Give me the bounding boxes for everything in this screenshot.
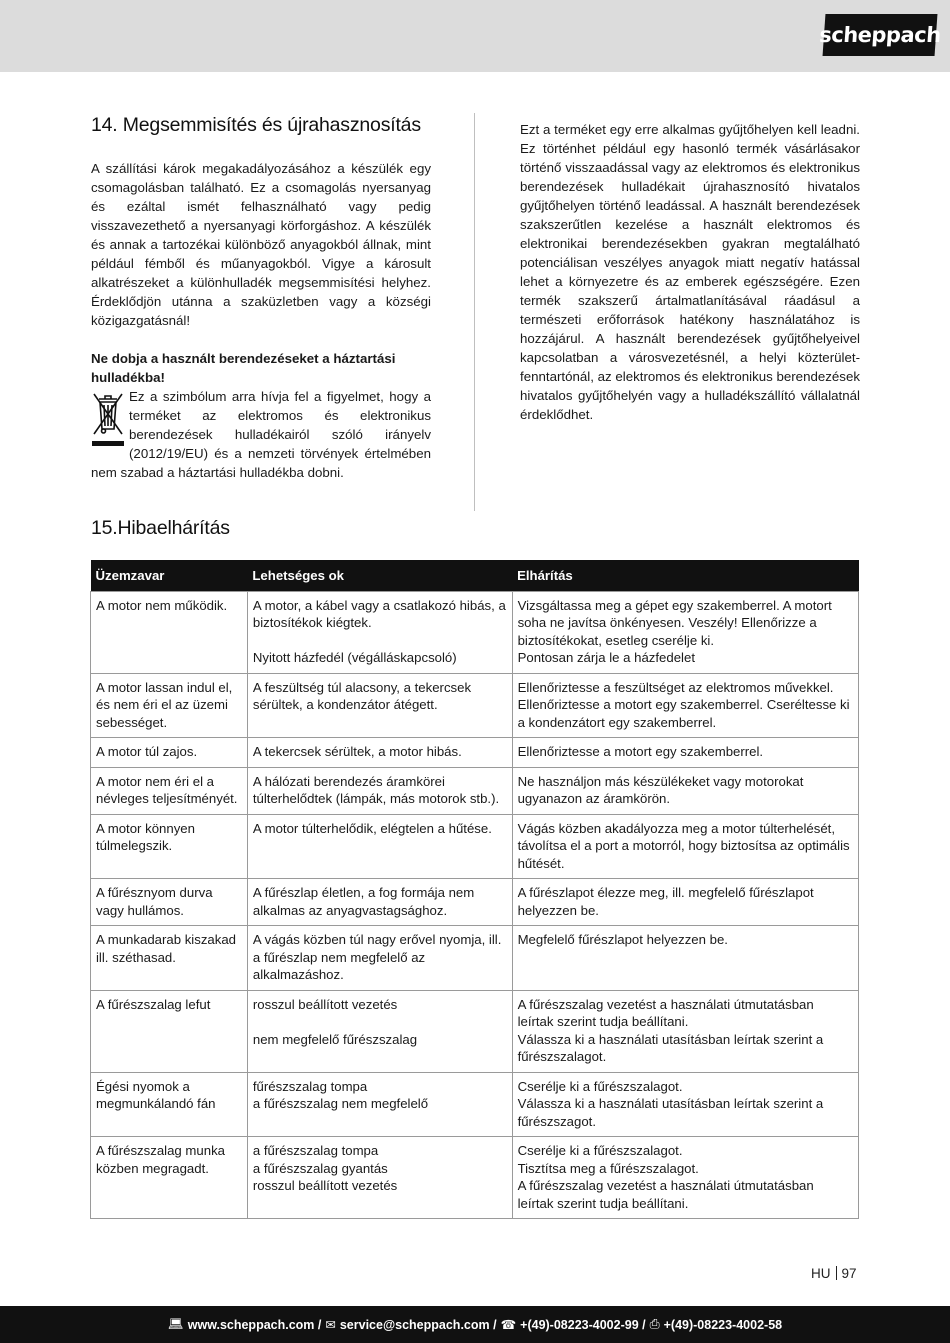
remedy-cell xyxy=(512,1072,858,1137)
remedy-cell xyxy=(512,814,858,879)
cell-line: A motor lassan indul el, és nem éri el az üzemi sebességet. xyxy=(96,679,233,730)
cell-line: A fűrészlapot élezze meg, ill. megfelelő fűrészlapot helyezzen be. xyxy=(517,885,814,918)
cell-line: A motor könnyen túlmelegszik. xyxy=(96,820,195,853)
fault-cell xyxy=(91,591,248,673)
cell-line: A fűrészszalag munka közben megragadt. xyxy=(96,1143,226,1176)
header-remedy: Elhárítás xyxy=(512,560,858,591)
cause-cell xyxy=(247,879,512,926)
cell-line: A fűrészszalag vezetést a használati útmutatásban leírtak szerint tudja beállítani. xyxy=(517,1178,814,1211)
cause-cell xyxy=(247,814,512,879)
fault-cell xyxy=(91,738,248,768)
table-row xyxy=(91,879,859,926)
header-cause: Lehetséges ok xyxy=(247,560,512,591)
table-row xyxy=(91,1137,859,1219)
footer-bar xyxy=(0,1306,950,1343)
table-row xyxy=(91,673,859,738)
section-title: Megsemmisítés és újrahasznosítás xyxy=(122,114,421,136)
cell-line: A fűrészszalag vezetést a használati útmutatásban leírtak szerint tudja beállítani. xyxy=(517,996,814,1029)
column-divider xyxy=(474,113,475,511)
cause-cell xyxy=(247,1137,512,1219)
cause-cell xyxy=(247,767,512,814)
cell-line: A tekercsek sérültek, a motor hibás. xyxy=(252,744,462,759)
remedy-cell xyxy=(512,926,858,991)
cell-line: a fűrészszalag tompa xyxy=(252,1143,379,1158)
table-row xyxy=(91,926,859,991)
cause-cell xyxy=(247,738,512,768)
cell-line: Égési nyomok a megmunkálandó fán xyxy=(96,1078,216,1111)
fault-cell xyxy=(91,990,248,1072)
cell-line: A fűrészlap életlen, a fog formája nem alkalmas az anyagvastagsághoz. xyxy=(252,885,475,918)
table-row xyxy=(91,591,859,673)
cell-line: Vágás közben akadályozza meg a motor túlterhelését, távolítsa el a port a motorról, hogy biztosítsa az optimális hűtését. xyxy=(517,820,850,871)
cell-line: A hálózati berendezés áramkörei túlterhelődtek (lámpák, más motorok stb.). xyxy=(252,773,500,806)
fault-cell xyxy=(91,767,248,814)
fault-cell xyxy=(91,926,248,991)
cell-line: A motor nem működik. xyxy=(96,597,228,613)
crossed-out-bin-icon xyxy=(91,389,125,451)
cell-line: a fűrészszalag gyantás xyxy=(252,1160,388,1176)
cell-line: Ellenőriztesse a motort egy szakemberrel. xyxy=(517,744,764,759)
remedy-cell xyxy=(512,673,858,738)
table-row xyxy=(91,1072,859,1137)
fault-cell xyxy=(91,1072,248,1137)
page-language: HU xyxy=(811,1266,831,1281)
scheppach-logo: scheppach xyxy=(823,14,938,56)
cause-cell xyxy=(247,591,512,673)
cell-line: Válassza ki a használati utasításban leírtak szerint a fűrészszalagot. xyxy=(517,1031,824,1064)
fault-cell xyxy=(91,1137,248,1219)
table-row xyxy=(91,814,859,879)
footer-email[interactable]: service@scheppach.com / xyxy=(339,1317,497,1332)
cell-line xyxy=(253,632,507,650)
mail-icon: ✉︎ xyxy=(325,1318,336,1332)
cause-cell xyxy=(247,673,512,738)
cell-line: Ne használjon más készülékeket vagy motorokat ugyanazon az áramkörön. xyxy=(517,773,804,806)
cell-line: Megfelelő fűrészlapot helyezzen be. xyxy=(517,932,728,947)
remedy-cell xyxy=(512,738,858,768)
cell-line: A motor, a kábel vagy a csatlakozó hibás, a biztosítékok kiégtek. xyxy=(252,597,506,630)
cell-line: Pontosan zárja le a házfedelet xyxy=(517,650,695,665)
footer-website[interactable]: www.scheppach.com / xyxy=(187,1317,322,1332)
cell-line: Nyitott házfedél (végálláskapcsoló) xyxy=(252,650,457,665)
cell-line: rosszul beállított vezetés xyxy=(252,996,398,1012)
table-row xyxy=(91,767,859,814)
page-number-value: 97 xyxy=(841,1266,857,1281)
cell-line: A munkadarab kiszakad ill. széthasad. xyxy=(96,932,237,965)
remedy-cell xyxy=(512,591,858,673)
cause-cell xyxy=(247,1072,512,1137)
cell-line: Ellenőriztesse a feszültséget az elektromos művekkel. Ellenőriztesse a motort egy szakemberrel. Cseréltesse ki a kondenzátort egy szakemberrel. xyxy=(517,679,850,730)
section-number: 14. xyxy=(91,114,118,136)
computer-icon: 💻︎ xyxy=(167,1317,184,1331)
cell-line: A motor túl zajos. xyxy=(96,744,198,759)
cell-line: Cserélje ki a fűrészszalagot. xyxy=(517,1143,683,1158)
table-row xyxy=(91,990,859,1072)
cell-line: fűrészszalag tompa xyxy=(252,1078,368,1094)
cell-line: rosszul beállított vezetés xyxy=(252,1178,398,1193)
fault-cell xyxy=(91,673,248,738)
footer-fax: +(49)-08223-4002-58 xyxy=(663,1317,783,1332)
cell-line: A fűrészszalag lefut xyxy=(96,996,211,1012)
fault-cell xyxy=(91,879,248,926)
cell-line: A motor nem éri el a névleges teljesítményét. xyxy=(96,773,238,806)
table-header-row xyxy=(91,560,859,591)
remedy-cell xyxy=(512,879,858,926)
section-number: 15. xyxy=(91,517,118,539)
weee-notice xyxy=(91,387,431,482)
cell-line: A feszültség túl alacsony, a tekercsek sérültek, a kondenzátor átégett. xyxy=(252,679,472,712)
fault-cell xyxy=(91,814,248,879)
cell-line: Cserélje ki a fűrészszalagot. xyxy=(517,1078,683,1094)
phone-icon: ☎︎ xyxy=(500,1318,517,1332)
cell-line: A fűrésznyom durva vagy hullámos. xyxy=(96,885,213,918)
cell-line xyxy=(253,1013,507,1031)
section-14-left-column xyxy=(91,114,431,482)
cause-cell xyxy=(247,990,512,1072)
cell-line: Tisztítsa meg a fűrészszalagot. xyxy=(517,1160,699,1176)
weee-directive-text: Ez a szimbólum arra hívja fel a figyelmet, hogy a terméket az elektromos és elektronikus berendezések hulladékairól szóló irányelv (2012/19/EU) és a nemzeti törvények értelmében nem szabad a háztartási hulladékba dobni. xyxy=(91,389,431,480)
cell-line: Válassza ki a használati utasításban leírtak szerint a fűrészszagot. xyxy=(517,1096,824,1129)
cell-line: nem megfelelő fűrészszalag xyxy=(252,1031,418,1047)
troubleshooting-table xyxy=(90,560,859,1219)
cell-line: Vizsgáltassa meg a gépet egy szakemberrel. A motort soha ne javítsa önkényesen. Veszély! Ellenőrizze a biztosítékokat, esetleg cserélje ki. xyxy=(517,597,832,648)
cell-line: A motor túlterhelődik, elégtelen a hűtése. xyxy=(252,820,492,836)
section-14-heading xyxy=(91,114,431,137)
page-number xyxy=(811,1266,857,1281)
table-body xyxy=(91,591,859,1219)
remedy-cell xyxy=(512,990,858,1072)
remedy-cell xyxy=(512,767,858,814)
cause-cell xyxy=(247,926,512,991)
fax-icon: ⎙ xyxy=(649,1317,660,1331)
remedy-cell xyxy=(512,1137,858,1219)
section-14-right-column xyxy=(520,120,860,424)
cell-line: a fűrészszalag nem megfelelő xyxy=(252,1096,429,1111)
collection-point-paragraph: Ezt a terméket egy erre alkalmas gyűjtőhelyen kell leadni. Ez történhet például egy hasonló termék vásárlásakor történő visszaadással vagy az elektromos és elektronikus berendezések hulladékait újrahasznosító hivatalos gyűjtőhelyen történő leadással. A használt berendezések szakszerűtlen kezelése a használt elektromos és elektronikai berendezésekben gyakran megtalálható potenciálisan veszélyes anyagok miatt negatív hatással lehet a környezetre és az emberek egészségére. Ezen termék szakszerű ártalmatlanításával ráadásul a természeti erőforrások hatékony használatához is hozzájárul. A használt berendezések gyűjtőhelyeivel kapcsolatban a városvezetésnél, a helyi közterület-fenntartónál, az elektromos és elektronikus berendezések hivatalos gyűjtőhelyén vagy a hulladékszállító vállalatnál érdeklődhet. xyxy=(520,122,860,422)
header-bar xyxy=(0,0,950,72)
header-fault: Üzemzavar xyxy=(91,560,248,591)
table-row xyxy=(91,738,859,768)
footer-phone: +(49)-08223-4002-99 / xyxy=(520,1317,646,1332)
packaging-paragraph: A szállítási károk megakadályozásához a készülék egy csomagolásban található. Ez a csomagolás nyersanyag és ezáltal ismét felhasználható vagy pedig visszavezethető a nyersanyagi körforgáshoz. A készülék és annak a tartozékai különböző anyagokból állnak, mint például fémből és műanyagokból. Vigye a károsult alkatrészeket a különhulladék megsemmisítési helyhez. Érdeklődjön utánna a szaküzletben vagy a községi közigazgatásnál! xyxy=(91,161,431,328)
section-15-heading xyxy=(91,517,230,540)
section-title: Hibaelhárítás xyxy=(117,517,230,539)
household-waste-warning: Ne dobja a használt berendezéseket a háztartási hulladékba! xyxy=(91,351,396,385)
cell-line: A vágás közben túl nagy erővel nyomja, ill. a fűrészlap nem megfelelő az alkalmazáshoz. xyxy=(252,932,502,982)
